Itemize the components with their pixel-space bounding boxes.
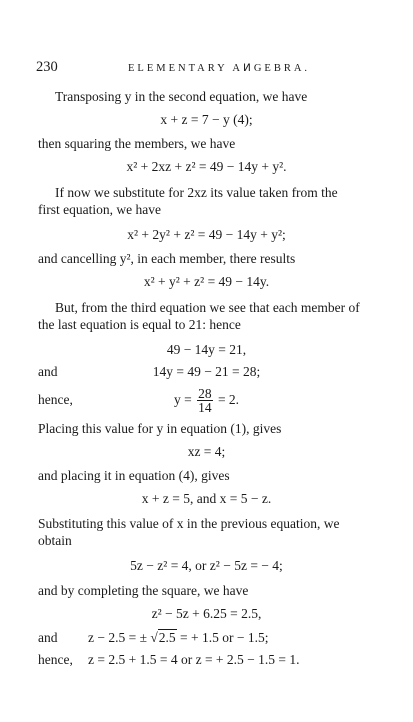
equation-12-right: = + 1.5 or − 1.5; bbox=[176, 630, 269, 645]
equation-7-rhs: = 2. bbox=[217, 392, 240, 407]
equation-8: xz = 4; bbox=[187, 444, 226, 459]
equation-9: x + z = 5, and x = 5 − z. bbox=[141, 491, 272, 506]
fraction bbox=[197, 387, 213, 414]
text-line-1: Transposing y in the second equation, we have bbox=[55, 89, 308, 104]
equation-7 bbox=[0, 384, 413, 416]
equation-1: x + z = 7 − y (4); bbox=[160, 112, 253, 127]
equation-3: x² + 2y² + z² = 49 − 14y + y²; bbox=[127, 227, 286, 242]
radicand: 2.5 bbox=[158, 630, 176, 645]
running-title: ELEMENTARY AⵍGEBRA. bbox=[128, 63, 311, 74]
text-line-8: Placing this value for y in equation (1), gives bbox=[38, 421, 282, 436]
hence-label-1: hence, bbox=[38, 392, 73, 407]
fraction-denominator: 14 bbox=[198, 400, 212, 416]
text-line-3: If now we substitute for 2xz its value taken from the bbox=[55, 185, 338, 200]
equation-2: x² + 2xz + z² = 49 − 14y + y². bbox=[126, 159, 287, 174]
equation-10: 5z − z² = 4, or z² − 5z = − 4; bbox=[130, 558, 283, 573]
text-line-5: and cancelling y², in each member, there results bbox=[38, 251, 296, 266]
text-line-10: Substituting this value of x in the previous equation, we bbox=[38, 516, 340, 531]
equation-5: 49 − 14y = 21, bbox=[166, 342, 247, 357]
equation-6: 14y = 49 − 21 = 28; bbox=[152, 364, 261, 379]
text-line-11: obtain bbox=[38, 533, 72, 548]
text-line-2: then squaring the members, we have bbox=[38, 136, 236, 151]
text-line-12: and by completing the square, we have bbox=[38, 583, 249, 598]
equation-11: z² − 5z + 6.25 = 2.5, bbox=[151, 606, 262, 621]
equation-7-lhs: y = bbox=[173, 392, 192, 407]
equation-13: z = 2.5 + 1.5 = 4 or z = + 2.5 − 1.5 = 1. bbox=[88, 652, 300, 667]
equation-12-left: z − 2.5 = ± √ bbox=[88, 630, 158, 645]
equation-4: x² + y² + z² = 49 − 14y. bbox=[143, 274, 270, 289]
and-label-1: and bbox=[38, 364, 58, 379]
text-line-6: But, from the third equation we see that each member of bbox=[55, 300, 360, 315]
hence-label-2: hence, bbox=[38, 652, 73, 667]
page-number: 230 bbox=[36, 59, 58, 75]
fraction-numerator: 28 bbox=[198, 386, 212, 402]
equation-12 bbox=[88, 630, 269, 646]
and-label-2: and bbox=[38, 630, 58, 645]
text-line-7: the last equation is equal to 21: hence bbox=[38, 317, 241, 332]
text-line-9: and placing it in equation (4), gives bbox=[38, 468, 230, 483]
text-line-4: first equation, we have bbox=[38, 202, 161, 217]
